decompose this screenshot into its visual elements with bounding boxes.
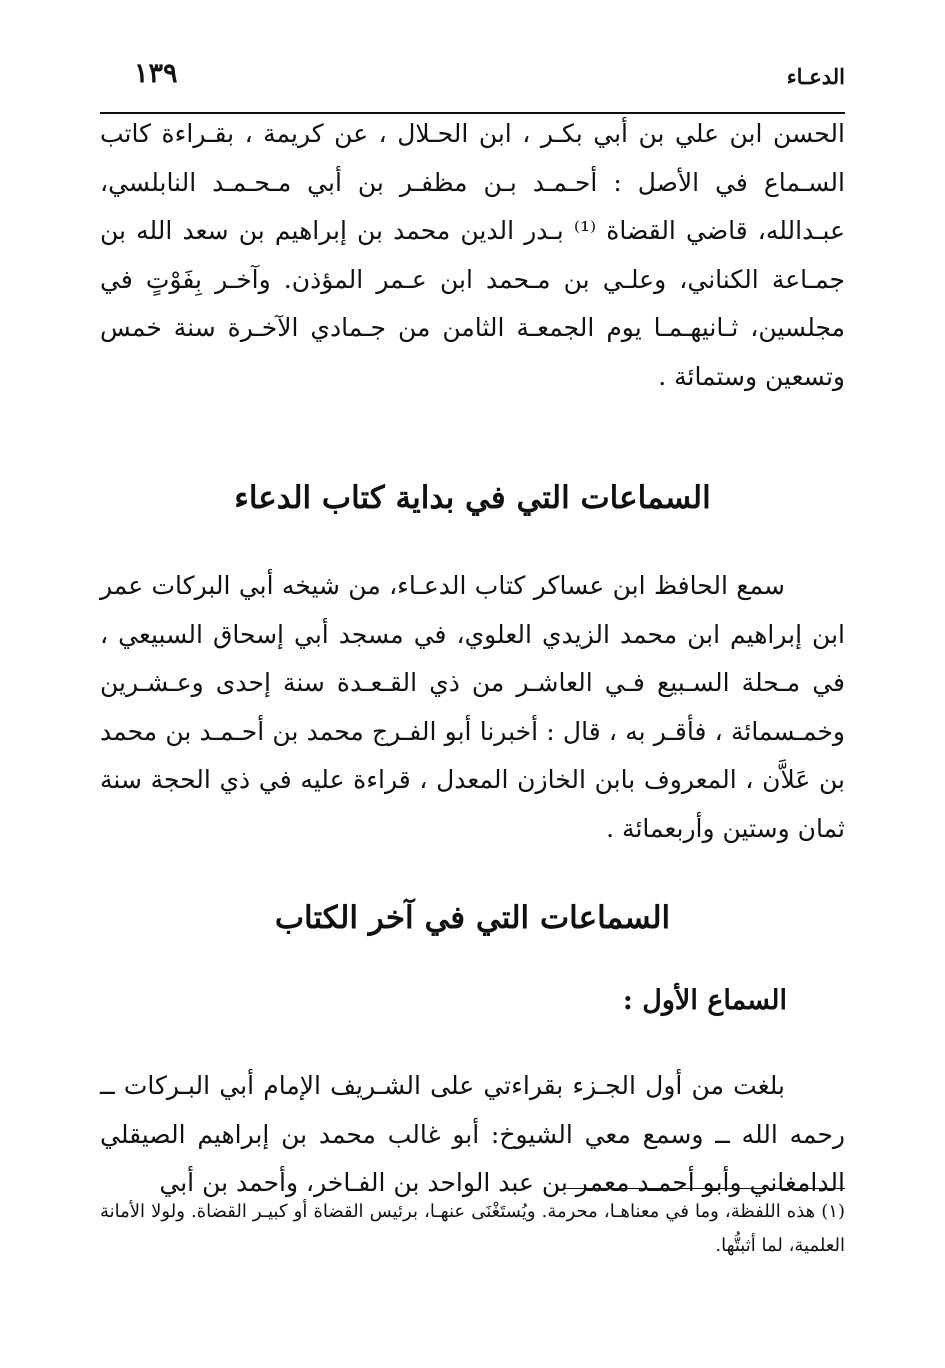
paragraph-first-audition: بلغت من أول الجـزء بقراءتي على الشـريف الإمام أبي البـركات ــ رحمه الله ــ وسمع معي الشيوخ: أبو غالب محمد بن إبراهيم الصيقلي الدامغاني وأبو أحمـد معمر بن عبد الواحد بن الفـاخر، وأحمد بن أبي xyxy=(100,1071,845,1198)
running-title: الدعـاء xyxy=(786,64,845,89)
section-heading-beginning: السماعات التي في بداية كتاب الدعاء xyxy=(234,480,711,516)
footnote: (١) هذه اللفظة، وما في معناهـا، محرمة. ويُستَغْنَى عنهـا، برئيس القضاة أو كبيـر القضاة. ولولا الأمانة العلمية، لما أثبتُّها. xyxy=(100,1201,845,1256)
page-number: ١٣٩ xyxy=(134,58,178,89)
paragraph-continued: الحسن ابن علي بن أبي بكـر ، ابن الحـلال ، عن كريمة ، بقـراءة كاتب السـماع في الأصل : أحـمـد بـن مظفـر بن أبي مـحـمـد النابلسي، عبـدالله، قاضي القضاة ⁽¹⁾ بـدر الدين محمد بن إبراهيم بن سعد الله بن جمـاعة الكناني، وعلـي بن مـحمد ابن عـمر المؤذن. وآخـر بِفَوْتٍ في مجلسين، ثـانيهـمـا يوم الجمعـة الثامن من جـمادي الآخـرة سنة خمس وتسعين وستمائة . xyxy=(100,119,845,391)
paragraph-beginning-audition: سمع الحافظ ابن عساكر كتاب الدعـاء، من شيخه أبي البركات عمر ابن إبراهيم ابن محمد الزيدي العلوي، في مسجد أبي إسحاق السبيعي ، في مـحلة السـبيع فـي العاشـر من ذي القـعـدة سنة إحدى وعـشـرين وخمـسمائة ، فأقـر به ، قال : أخبرنا أبو الفـرج محمد بن أحـمـد بن محمد بن عَلاَّن ، المعروف بابن الخازن المعدل ، قراءة عليه في ذي الحجة سنة ثمان وستين وأربعمائة . xyxy=(100,571,845,843)
running-head xyxy=(100,58,845,98)
book-page xyxy=(100,40,845,1330)
sub-heading-first-audition: السماع الأول : xyxy=(622,985,787,1016)
footnote-rule xyxy=(565,1188,845,1189)
section-heading-end: السماعات التي في آخر الكتاب xyxy=(274,900,671,936)
